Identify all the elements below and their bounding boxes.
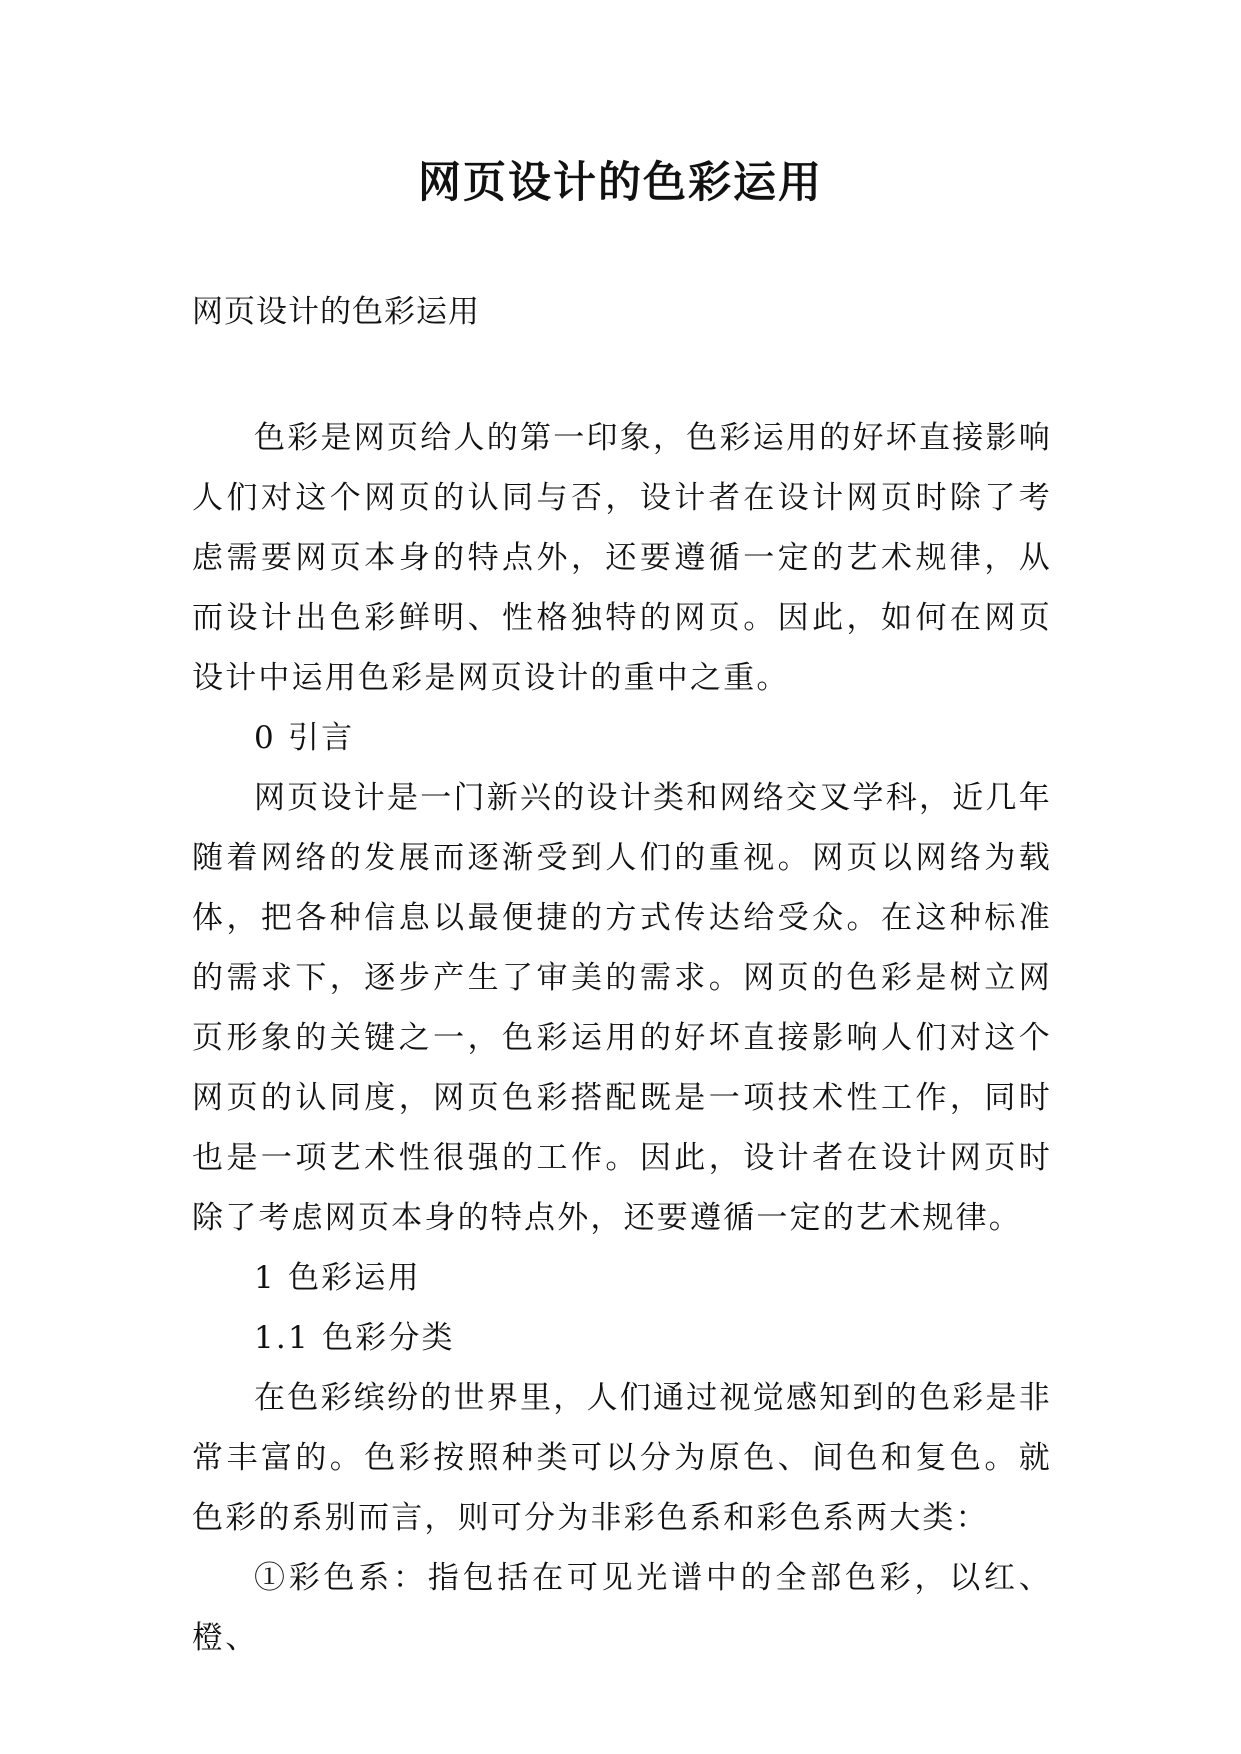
section-heading-introduction: 0 引言	[254, 720, 355, 756]
document-subtitle: 网页设计的色彩运用	[192, 294, 480, 330]
document-body	[192, 408, 1052, 1668]
section-heading-color-usage: 1 色彩运用	[254, 1260, 421, 1296]
classification-paragraph: 在色彩缤纷的世界里，人们通过视觉感知到的色彩是非常丰富的。色彩按照种类可以分为原色、间色和复色。就色彩的系别而言，则可分为非彩色系和彩色系两大类：	[192, 1380, 1052, 1536]
chromatic-system-paragraph: ①彩色系：指包括在可见光谱中的全部色彩，以红、橙、	[192, 1560, 1052, 1656]
subsection-heading-color-classification: 1.1 色彩分类	[254, 1320, 455, 1356]
introduction-paragraph: 网页设计是一门新兴的设计类和网络交叉学科，近几年随着网络的发展而逐渐受到人们的重视。网页以网络为载体，把各种信息以最便捷的方式传达给受众。在这种标准的需求下，逐步产生了审美的需求。网页的色彩是树立网页形象的关键之一，色彩运用的好坏直接影响人们对这个网页的认同度，网页色彩搭配既是一项技术性工作，同时也是一项艺术性很强的工作。因此，设计者在设计网页时除了考虑网页本身的特点外，还要遵循一定的艺术规律。	[192, 780, 1052, 1236]
intro-paragraph: 色彩是网页给人的第一印象，色彩运用的好坏直接影响人们对这个网页的认同与否，设计者在设计网页时除了考虑需要网页本身的特点外，还要遵循一定的艺术规律，从而设计出色彩鲜明、性格独特的网页。因此，如何在网页设计中运用色彩是网页设计的重中之重。	[192, 420, 1052, 696]
document-title: 网页设计的色彩运用	[418, 158, 823, 208]
